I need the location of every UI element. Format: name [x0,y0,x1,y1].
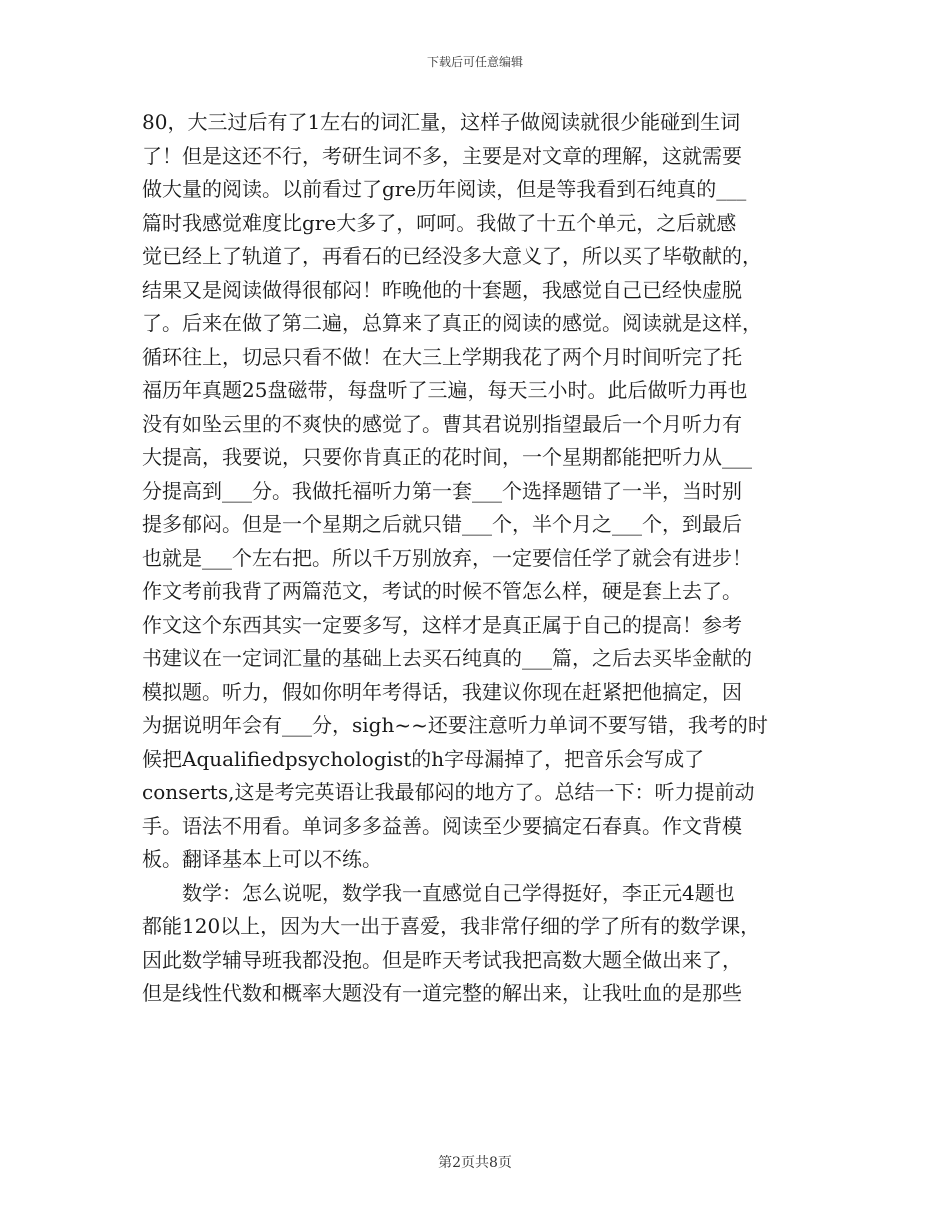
text-line: 结果又是阅读做得很郁闷！昨晚他的十套题，我感觉自己已经快虚脱 [142,277,742,302]
text-line: 都能120以上，因为大一出于喜爱，我非常仔细的学了所有的数学课， [142,914,761,938]
text-line: 作文考前我背了两篇范文，考试的时候不管怎么样，硬是套上去了。 [142,579,742,603]
text-line: 数学：怎么说呢，数学我一直感觉自己学得挺好，李正元4题也 [142,880,735,905]
text-line: 也就是___个左右把。所以千万别放弃，一定要信任学了就会有进步！ [142,545,752,570]
text-line: 候把Aqualifiedpsychologist的h字母漏掉了，把音乐会写成了 [142,746,705,771]
text-line: 80，大三过后有了1左右的词汇量，这样子做阅读就很少能碰到生词 [142,110,741,134]
text-line: 但是线性代数和概率大题没有一道完整的解出来，让我吐血的是那些 [142,981,742,1005]
text-line: 作文这个东西其实一定要多写，这样才是真正属于自己的提高！参考 [142,612,742,637]
page-header: 下载后可任意编辑 [426,55,523,69]
text-line: 篇时我感觉难度比gre大多了，呵呵。我做了十五个单元，之后就感 [142,210,737,235]
page-body [142,106,810,1011]
text-line: conserts,这是考完英语让我最郁闷的地方了。总结一下：听力提前动 [142,780,755,804]
text-line: 觉已经上了轨道了，再看石的已经没多大意义了，所以买了毕敬献的， [142,244,762,268]
text-line: 模拟题。听力，假如你明年考得话，我建议你现在赶紧把他搞定，因 [142,679,742,704]
text-line: 因此数学辅导班我都没抱。但是昨天考试我把高数大题全做出来了， [142,947,742,972]
text-line: 了！但是这还不行，考研生词不多，主要是对文章的理解，这就需要 [142,143,742,168]
text-line: 没有如坠云里的不爽快的感觉了。曹其君说别指望最后一个月听力有 [142,411,742,436]
text-line: 分提高到___分。我做托福听力第一套___个选择题错了一半，当时别 [142,478,742,503]
text-line: 板。翻译基本上可以不练。 [142,847,382,871]
text-line: 做大量的阅读。以前看过了gre历年阅读，但是等我看到石纯真的___ [142,177,747,201]
text-line: 福历年真题25盘磁带，每盘听了三遍，每天三小时。此后做听力再也 [142,378,748,402]
text-line: 手。语法不用看。单词多多益善。阅读至少要搞定石春真。作文背模 [142,813,742,838]
text-line: 大提高，我要说，只要你肯真正的花时间，一个星期都能把听力从___ [142,445,752,469]
text-line: 提多郁闷。但是一个星期之后就只错___个，半个月之___个，到最后 [142,512,742,536]
text-line: 书建议在一定词汇量的基础上去买石纯真的___篇，之后去买毕金献的 [142,646,752,670]
page-number: 第2页共8页 [438,1155,512,1171]
text-line: 循环往上，切忌只看不做！在大三上学期我花了两个月时间听完了托 [142,344,742,369]
text-line: 为据说明年会有___分，sigh~~还要注意听力单词不要写错，我考的时 [142,713,768,737]
text-line: 了。后来在做了第二遍，总算来了真正的阅读的感觉。阅读就是这样， [142,311,762,335]
